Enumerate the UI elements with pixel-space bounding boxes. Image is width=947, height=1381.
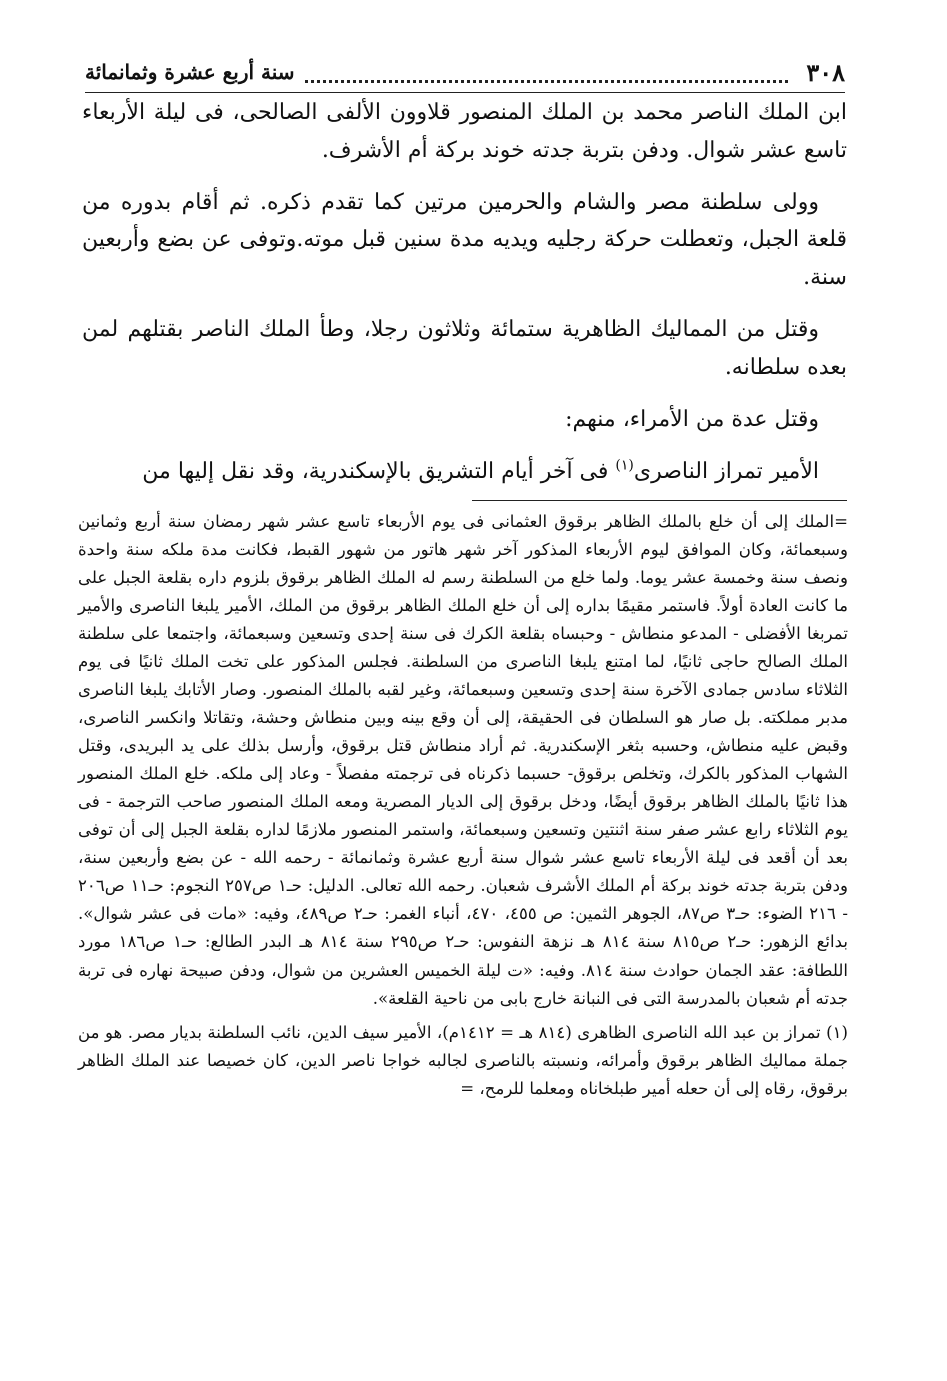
footnote-1: (١) تمراز بن عبد الله الناصرى الظاهرى (٨١٤ هـ = ١٤١٢م)، الأمير سيف الدين، نائب السلطنة بديار مصر. هو من جملة مماليك الظاهر برقوق وأمرائه، ونسبته بالناصرى لجالبه خواجا ناصر الدين، كان خصيصا عند الملك الظاهر برقوق، رقاه إلى أن حعله أمير طبلخاناه ومعلما للرمح، = <box>78 1022 849 1098</box>
footnote-reference[interactable]: (١) <box>615 457 634 474</box>
paragraph: وولى سلطنة مصر والشام والحرمين مرتين كما تقدم ذكره. ثم أقام بدوره من قلعة الجبل، وتعطلت حركة رجليه ويديه مدة سنين قبل موته.وتوفى عن بضع وأربعين سنة. <box>82 189 847 291</box>
paragraph-text: فى آخر أيام التشريق بالإسكندرية، وقد نقل إليها من <box>142 458 616 484</box>
paragraph: وقتل من المماليك الظاهرية ستمائة وثلاثون رجلا، وطأ الملك الناصر بقتلهم لمن بعده سلطانه. <box>82 317 847 380</box>
footnote-separator <box>472 500 847 501</box>
footnotes <box>78 508 848 1103</box>
page-number: ٣٠٨ <box>806 57 845 87</box>
footnote-continued: =الملك إلى أن خلع بالملك الظاهر برقوق العثمانى فى يوم الأربعاء تاسع عشر شهر رمضان سنة أربع وثمانين وسبعمائة، وكان الموافق ليوم الأربعاء المذكور آخر شهر هاتور من شهور القبط، فكانت مدة ملكه سنة واحدة ونصف سنة وخمسة عشر يوما. ولما خلع من السلطنة رسم له الملك الظاهر برقوق بلزوم داره بقلعة الجبل على ما كانت العادة أولاً. فاستمر مقيمًا بداره إلى أن خلع الملك الظاهر برقوق من الملك، الأمير يلبغا الناصرى والأمير تمربغا الأفضلى - المدعو منطاش - وحبساه بقلعة الكرك فى سنة إحدى وتسعين وسبعمائة، واجتمعا على سلطنة الملك الصالح حاجى ثانيًا، لما امتنع يلبغا الناصرى من السلطنة. فجلس المذكور على تخت الملك ثانيًا فى يوم الثلاثاء سادس جمادى الآخرة سنة إحدى وتسعين وسبعمائة، وغير لقبه بالملك المنصور. وصار الأتابك يلبغا الناصرى مدبر مملكته. بل صار هو السلطان فى الحقيقة، إلى أن وقع بينه وبين منطاش وحشة، وتقاتلا وانكسر الناصرى، وقبض عليه منطاش، وحسبه بثغر الإسكندرية. ثم أراد منطاش قتل برقوق، وأرسل بذلك على يد البريدى، وقتل الشهاب المذكور بالكرك، وتخلص برقوق- حسبما ذكرناه فى ترجمته مفصلاً - وعاد إلى ملكه. خلع الملك المنصور هذا ثانيًا بالملك الظاهر برقوق أيضًا، ودخل برقوق إلى الديار المصرية ومعه الملك المنصور صاحب الترجمة - فى يوم الثلاثاء رابع عشر صفر سنة اثنتين وتسعين وسبعمائة، واستمر المنصور ملازمًا لداره بقلعة الجبل إلى أن توفى بعد أن أقعد فى ليلة الأربعاء تاسع عشر شوال سنة أربع عشرة وثمانمائة - رحمه الله - عن بضع وأربعين سنة، ودفن بتربة جدته خوند بركة أم الملك الأشرف شعبان. رحمه الله تعالى. الدليل: حـ١ ص٢٥٧ النجوم: حـ١١ ص٢٠٦ - ٢١٦ الضوء: حـ٣ ص٨٧، الجوهر الثمين: ص ٤٥٥، ٤٧٠، أنباء الغمر: حـ٢ ص٤٨٩، وفيه: «مات فى عشر شوال». بدائع الزهور: حـ٢ ص٨١٥ سنة ٨١٤ هـ نزهة النفوس: حـ٢ ص٢٩٥ سنة ٨١٤ هـ البدر الطالع: حـ١ ص١٨٦ مورد اللطافة: عقد الجمان حوادث سنة ٨١٤. وفيه: «ت ليلة الخميس العشرين من شوال، ودفن صبيحة نهاره فى تربة جدته أم شعبان بالمدرسة التى فى النبانة خارج بابى من ناحية القلعة». <box>78 512 848 1008</box>
paragraph-text: الأمير تمراز الناصرى <box>633 458 819 484</box>
header-dot-leader <box>305 72 789 83</box>
running-title: سنة أربع عشرة وثمانمائة <box>85 60 295 84</box>
paragraph: ابن الملك الناصر محمد بن الملك المنصور قلاوون الألفى الصالحى، فى ليلة الأربعاء تاسع عشر شوال. ودفن بتربة جدته خوند بركة أم الأشرف. <box>82 100 847 163</box>
paragraph <box>82 453 847 491</box>
running-header <box>85 52 845 93</box>
main-text <box>82 94 847 504</box>
paragraph: وقتل عدة من الأمراء، منهم: <box>565 406 819 432</box>
